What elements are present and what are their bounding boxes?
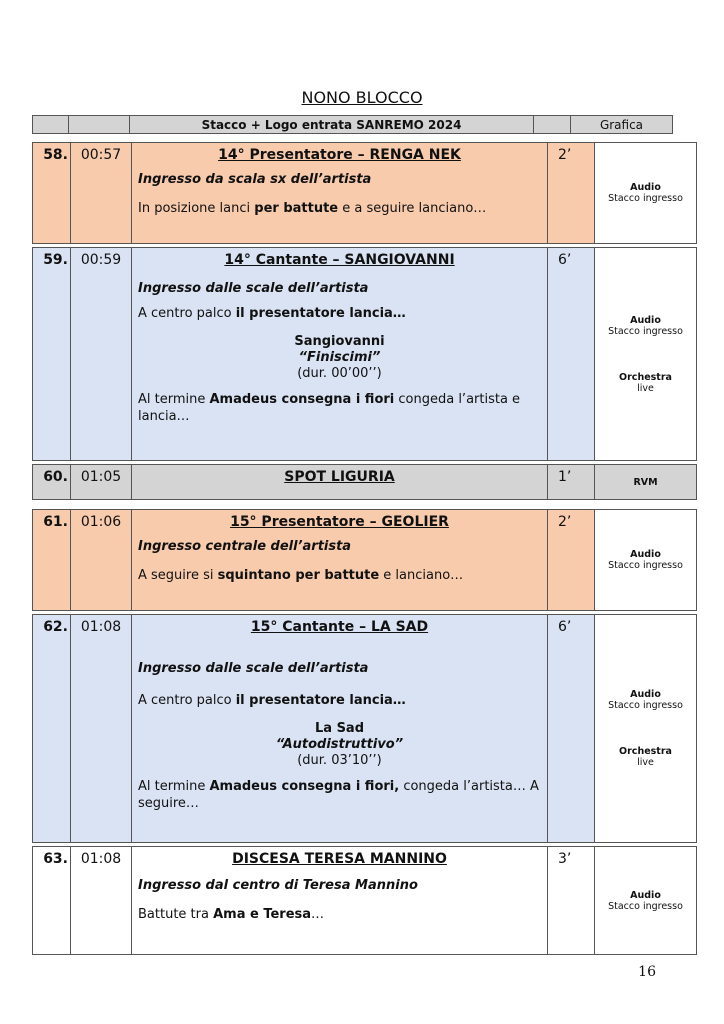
song-title: “Autodistruttivo”: [275, 737, 404, 752]
header-blank-cell: [69, 116, 130, 134]
gfx-audio: Audio: [630, 314, 661, 326]
cue-line: Battute tra Ama e Teresa…: [138, 907, 325, 922]
page-number: 16: [638, 964, 656, 980]
segment-duration: 2’: [548, 510, 595, 611]
cue-line: A seguire si squintano per battute e lanciano…: [138, 568, 464, 583]
segment-duration: 6’: [548, 615, 595, 843]
segment-number: 60.: [33, 465, 71, 500]
gfx-orchestra: Orchestra: [619, 371, 672, 383]
segment-duration: 6’: [548, 248, 595, 461]
segment-content: [132, 510, 548, 611]
cue-line: In posizione lanci per battute e a seguire lanciano…: [138, 201, 487, 216]
segment-time: 01:06: [71, 510, 132, 611]
segment-title: 15° Presentatore – GEOLIER: [230, 514, 449, 530]
grafica-cell: [595, 615, 697, 843]
grafica-cell: [595, 847, 697, 955]
closing-line: Al termine Amadeus consegna i fiori, congeda l’artista… A seguire…: [138, 779, 539, 811]
segment-59: [32, 247, 697, 461]
table-row: [33, 615, 697, 843]
segment-title: 14° Presentatore – RENGA NEK: [218, 147, 461, 163]
segment-62: [32, 614, 697, 843]
entrance-note: Ingresso dalle scale dell’artista: [138, 281, 369, 296]
segment-61: [32, 509, 697, 611]
segment-58: [32, 142, 697, 244]
gfx-orchestra-sub: live: [637, 382, 654, 394]
gfx-rvm: RVM: [633, 476, 658, 488]
grafica-cell: [595, 248, 697, 461]
header-row: [33, 116, 673, 134]
segment-duration: 2’: [548, 143, 595, 244]
segment-time: 01:08: [71, 615, 132, 843]
segment-content: [132, 615, 548, 843]
grafica-cell: [595, 143, 697, 244]
segment-number: 63.: [33, 847, 71, 955]
grafica-cell: [595, 510, 697, 611]
grafica-cell: [595, 465, 697, 500]
gfx-audio-sub: Stacco ingresso: [608, 325, 683, 337]
table-row: [33, 510, 697, 611]
segment-time: 00:57: [71, 143, 132, 244]
table-row: [33, 465, 697, 500]
header-table: [32, 115, 673, 134]
gfx-audio-sub: Stacco ingresso: [608, 900, 683, 912]
entrance-note: Ingresso da scala sx dell’artista: [138, 172, 372, 187]
header-blank-cell: [534, 116, 571, 134]
segment-title: DISCESA TERESA MANNINO: [232, 851, 447, 867]
segment-content: [132, 465, 548, 500]
gfx-audio-sub: Stacco ingresso: [608, 193, 683, 204]
artist-name: La Sad: [314, 721, 365, 736]
cue-line: A centro palco il presentatore lancia…: [138, 693, 406, 708]
segment-number: 58.: [33, 143, 71, 244]
gfx-audio-sub: Stacco ingresso: [608, 700, 683, 711]
segment-content: [132, 847, 548, 955]
segment-title: 14° Cantante – SANGIOVANNI: [224, 252, 455, 268]
segment-title: 15° Cantante – LA SAD: [250, 619, 429, 635]
song-title: “Finiscimi”: [298, 350, 381, 365]
entrance-note: Ingresso dalle scale dell’artista: [138, 661, 369, 676]
segment-time: 01:05: [71, 465, 132, 500]
segment-content: [132, 248, 548, 461]
gfx-audio: Audio: [630, 889, 661, 901]
header-title: Stacco + Logo entrata SANREMO 2024: [130, 116, 534, 134]
entrance-note: Ingresso centrale dell’artista: [138, 539, 352, 554]
artist-name: Sangiovanni: [294, 334, 385, 349]
cue-line: A centro palco il presentatore lancia…: [138, 306, 406, 321]
segment-duration: 3’: [548, 847, 595, 955]
entrance-note: Ingresso dal centro di Teresa Mannino: [138, 878, 418, 893]
segment-60: [32, 464, 697, 500]
song-duration: (dur. 03’10’’): [297, 753, 382, 768]
closing-line: Al termine Amadeus consegna i fiori congeda l’artista e lancia…: [138, 392, 521, 424]
segment-time: 01:08: [71, 847, 132, 955]
table-row: [33, 143, 697, 244]
gfx-audio: Audio: [630, 689, 661, 700]
segment-duration: 1’: [548, 465, 595, 500]
segment-content: [132, 143, 548, 244]
segment-number: 62.: [33, 615, 71, 843]
segment-time: 00:59: [71, 248, 132, 461]
table-row: [33, 248, 697, 461]
table-row: [33, 847, 697, 955]
segment-63: [32, 846, 697, 955]
header-blank-cell: [33, 116, 69, 134]
segment-title: SPOT LIGURIA: [284, 469, 395, 485]
header-grafica: Grafica: [571, 116, 673, 134]
gfx-audio-sub: Stacco ingresso: [608, 560, 683, 571]
gfx-audio: Audio: [630, 549, 661, 560]
gfx-orchestra-sub: live: [637, 757, 654, 768]
song-duration: (dur. 00’00’’): [297, 366, 382, 381]
segment-number: 59.: [33, 248, 71, 461]
segment-number: 61.: [33, 510, 71, 611]
gfx-audio: Audio: [630, 182, 661, 193]
block-title: NONO BLOCCO: [301, 88, 423, 107]
gfx-orchestra: Orchestra: [619, 746, 672, 757]
